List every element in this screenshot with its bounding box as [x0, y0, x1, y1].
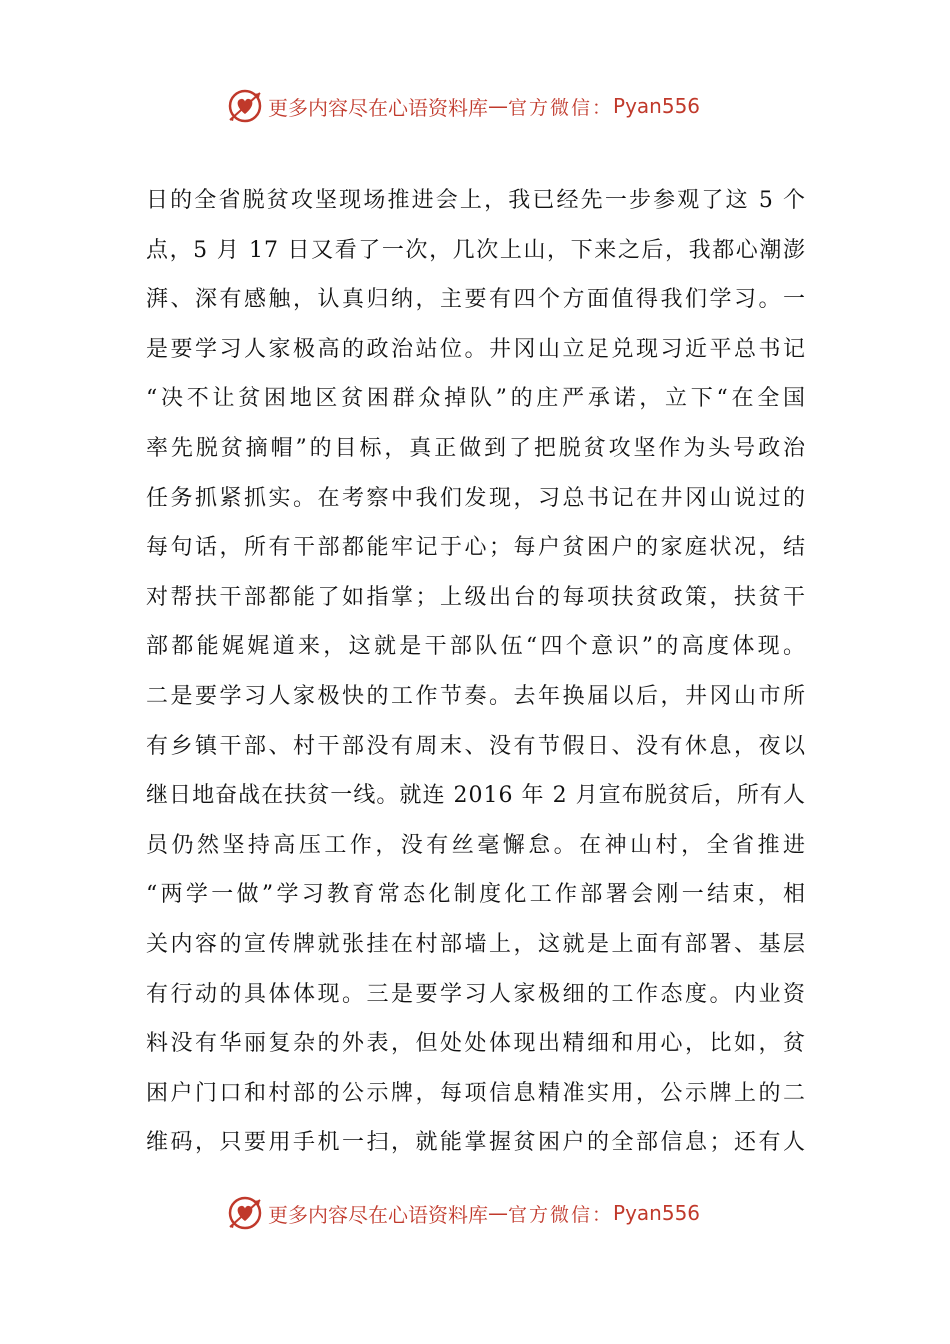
- text-line: 二是要学习人家极快的工作节奏。去年换届以后，井冈山市所: [146, 683, 806, 709]
- wechat-id: Pyan556: [613, 1201, 701, 1225]
- wechat-id: Pyan556: [613, 94, 701, 118]
- wechat-label: 官方微信：: [508, 96, 614, 119]
- banner-separator: —: [488, 1201, 508, 1225]
- wechat-label: 官方微信：: [508, 1203, 614, 1226]
- text-line: 湃、深有感触，认真归纳，主要有四个方面值得我们学习。一: [146, 287, 806, 313]
- text-line: 任务抓紧抓实。在考察中我们发现，习总书记在井冈山说过的: [146, 485, 806, 511]
- banner-title: 更多内容尽在心语资料库: [268, 95, 488, 120]
- text-line: 有行动的具体体现。三是要学习人家极细的工作态度。内业资: [146, 981, 806, 1007]
- text-line: 率先脱贫摘帽”的目标，真正做到了把脱贫攻坚作为头号政治: [146, 435, 806, 461]
- footer-banner: [226, 1193, 700, 1233]
- text-line: 关内容的宣传牌就张挂在村部墙上，这就是上面有部署、基层: [146, 931, 806, 957]
- text-line: 部都能娓娓道来，这就是干部队伍“四个意识”的高度体现。: [146, 634, 806, 660]
- text-line: “决不让贫困地区贫困群众掉队”的庄严承诺，立下“在全国: [146, 386, 806, 412]
- text-line: 员仍然坚持高压工作，没有丝毫懈怠。在神山村，全省推进: [146, 832, 806, 858]
- heart-arrow-logo-icon: [226, 87, 264, 125]
- text-line: “两学一做”学习教育常态化制度化工作部署会刚一结束，相: [146, 882, 806, 908]
- text-line: 每句话，所有干部都能牢记于心；每户贫困户的家庭状况，结: [146, 535, 806, 561]
- text-line: 维码，只要用手机一扫，就能掌握贫困户的全部信息；还有人: [146, 1130, 806, 1156]
- text-line: 是要学习人家极高的政治站位。井冈山立足兑现习近平总书记: [146, 336, 806, 362]
- banner-title: 更多内容尽在心语资料库: [268, 1202, 488, 1227]
- text-line: 继日地奋战在扶贫一线。就连 2016 年 2 月宣布脱贫后，所有人: [146, 783, 806, 809]
- banner-separator: —: [488, 94, 508, 118]
- heart-arrow-logo-icon: [226, 1194, 264, 1232]
- text-line: 对帮扶干部都能了如指掌；上级出台的每项扶贫政策，扶贫干: [146, 584, 806, 610]
- header-banner: [226, 86, 700, 126]
- text-line: 有乡镇干部、村干部没有周末、没有节假日、没有休息，夜以: [146, 733, 806, 759]
- text-line: 料没有华丽复杂的外表，但处处体现出精细和用心，比如，贫: [146, 1031, 806, 1057]
- text-line: 困户门口和村部的公示牌，每项信息精准实用，公示牌上的二: [146, 1080, 806, 1106]
- text-line: 点，5 月 17 日又看了一次，几次上山，下来之后，我都心潮澎: [146, 237, 806, 263]
- document-body: [146, 176, 806, 1168]
- text-line: 日的全省脱贫攻坚现场推进会上，我已经先一步参观了这 5 个: [146, 188, 806, 213]
